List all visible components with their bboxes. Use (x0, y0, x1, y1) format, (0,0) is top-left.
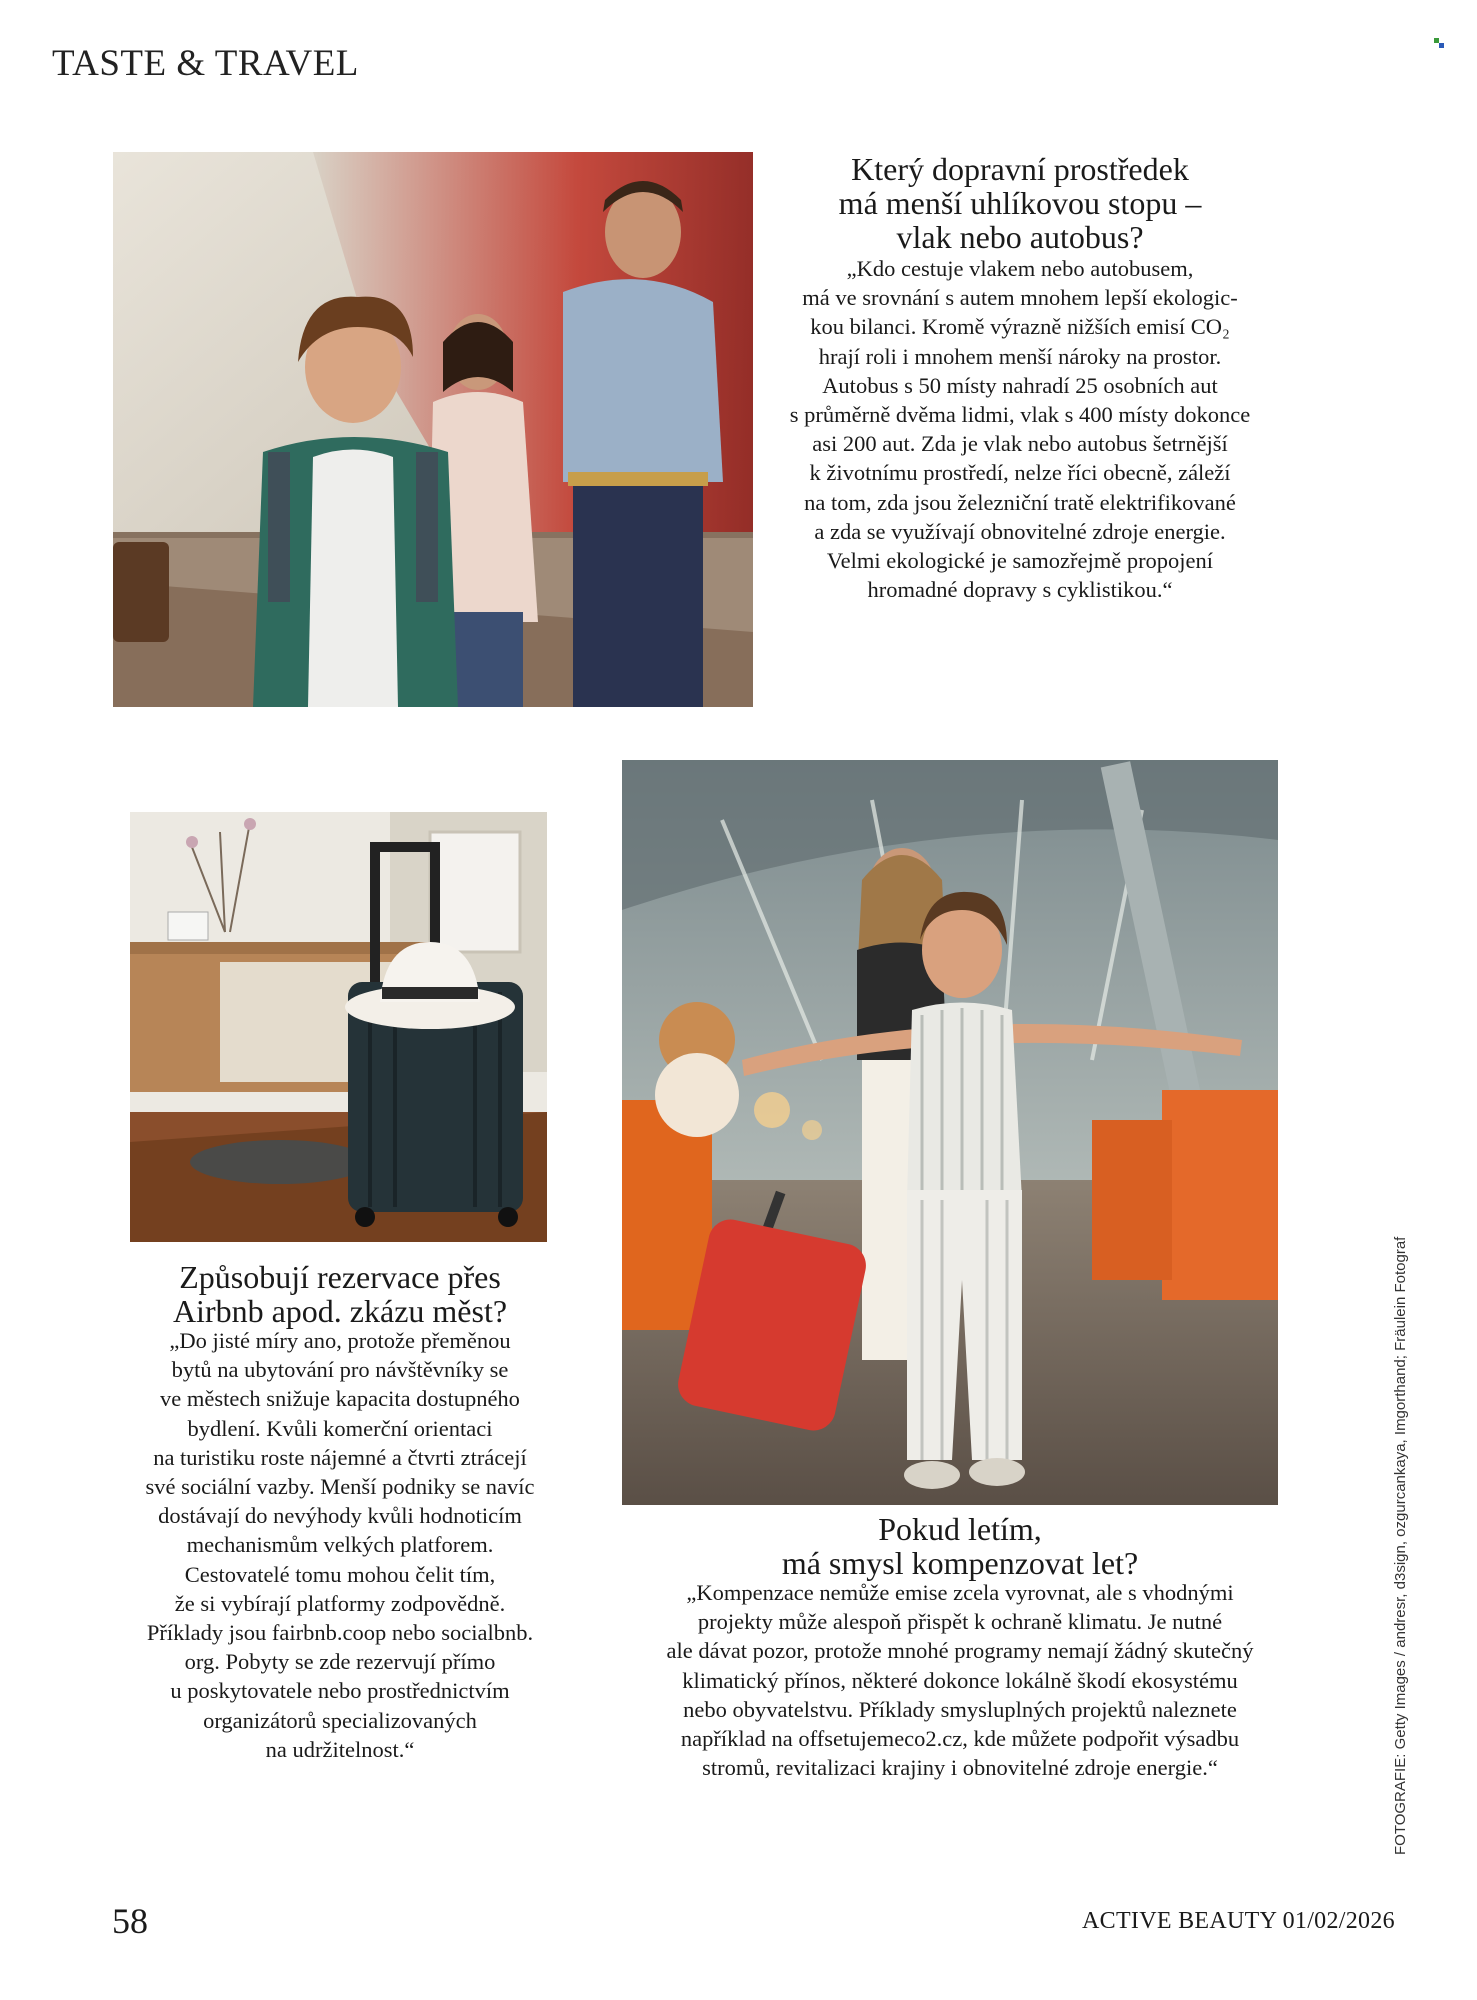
section-title: TASTE & TRAVEL (52, 43, 359, 84)
article-body-flight-offset: „Kompenzace nemůže emise zcela vyrovnat, ale s vhodnými projekty může alespoň přispět k ochraně klimatu. Je nutné ale dávat pozor, protože mnohé programy nemají žádný skutečný klimatický přínos, některé dokonce lokálně škodí ekosystému nebo obyvatelstvu. Příklady smysluplných projektů naleznete například na offsetujemeco2.cz, kde můžete podpořit výsadbu stromů, revitalizaci krajiny i obnovitelné zdroje energie.“ (666, 1580, 1254, 1781)
article-heading-airbnb: Způsobují rezervace přes Airbnb apod. zkázu měst? (172, 1259, 508, 1329)
article-body-airbnb: „Do jisté míry ano, protože přeměnou bytů na ubytování pro návštěvníky se ve městech snižuje kapacita dostupného bydlení. Kvůli komerční orientaci na turistiku roste nájemné a čtvrti ztrácejí své sociální vazby. Menší podniky se navíc dostávají do nevýhody kvůli hodnoticím mechanismům velkých platforem. Cestovatelé tomu mohou čelit tím, že si vybírají platformy zodpovědně. Příklady jsou fairbnb.coop nebo socialbnb. org. Pobyty se zde rezervují přímo u poskytovatele nebo prostřednictvím organizátorů specializovaných na udržitelnost.“ (145, 1328, 535, 1762)
page-number: 58 (112, 1901, 148, 1941)
photo-suitcase-room (130, 812, 547, 1242)
corner-logo-mark (1434, 38, 1444, 48)
photo-child-airport (622, 760, 1278, 1505)
article-body-train-bus: „Kdo cestuje vlakem nebo autobusem, má ve srovnání s autem mnohem lepší ekologic- kou bilanci. Kromě výrazně nižších emisí CO₂ hrají roli i mnohem menší nároky na prostor. Autobus s 50 místy nahradí 25 osobních aut s průměrně dvěma lidmi, vlak s 400 místy dokonce asi 200 aut. Zda je vlak nebo autobus šetrnější k životnímu prostředí, nelze říci obecně, záleží na tom, zda jsou železniční tratě elektrifikované a zda se využívají obnovitelné zdroje energie. Velmi ekologické je samozřejmě propojení hromadné dopravy s cyklistikou.“ (789, 256, 1251, 603)
photo-credits: FOTOGRAFIE: Getty Images / andresr, d3sign, ozgurcankaya, Imgorthand; Fräulein Fotograf (1392, 1236, 1409, 1855)
article-heading-flight-offset: Pokud letím, má smysl kompenzovat let? (781, 1511, 1139, 1581)
photo-family-train-station (113, 152, 753, 707)
magazine-issue: ACTIVE BEAUTY 01/02/2026 (1082, 1908, 1395, 1934)
article-heading-train-bus: Který dopravní prostředek má menší uhlíkovou stopu – vlak nebo autobus? (838, 151, 1202, 255)
